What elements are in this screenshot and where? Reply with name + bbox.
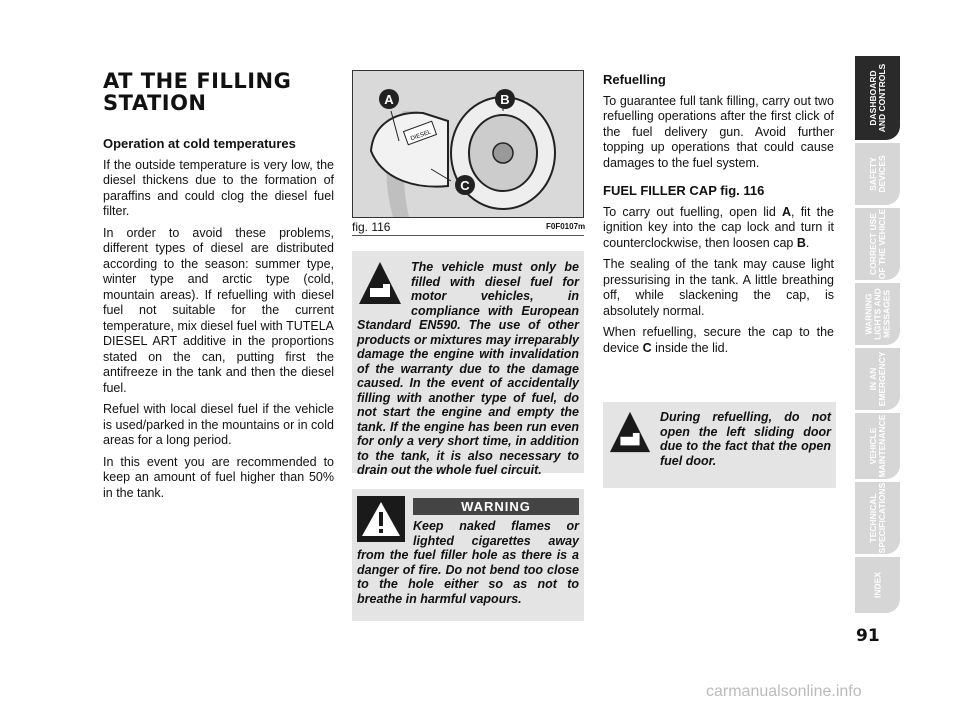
subheading-fuel-cap: FUEL FILLER CAP fig. 116 [603,183,765,198]
tab-technical-specifications[interactable]: TECHNICAL SPECIFICATIONS [855,482,900,554]
vehicle-warning-icon [357,260,403,306]
vehicle-warning-icon [608,410,652,454]
sliding-door-note [603,402,836,488]
paragraph: In order to avoid these problems, different types of diesel are distributed according to the season: summer type, winter type and arctic type (cold, mountain areas). If refuelling with diesel fuel not suitable for the current temperature, mix diesel fuel with TUTELA DIESEL ART additive in the proportions stated on the can, putting first the antifreeze in the tank and then the diesel fuel. [103,225,334,395]
subheading-refuelling: Refuelling [603,72,666,87]
warning-label: WARNING [413,498,579,515]
subheading-cold: Operation at cold temperatures [103,136,296,151]
key-c: C [642,340,652,355]
section-title: AT THE FILLING STATION [103,69,292,115]
watermark: carmanualsonline.info [706,683,862,700]
left-column [103,136,334,507]
sliding-door-note-text: During refuelling, do not open the left sliding door due to the fact that the open fuel door. [660,410,831,468]
tab-safety-devices[interactable]: SAFETY DEVICES [855,143,900,205]
key-b: B [796,235,806,250]
sticker-text: DIESEL [409,129,433,143]
callout-a-label: A [384,92,394,107]
callout-b-label: B [500,92,510,107]
diesel-fuel-note [352,251,584,477]
fuel-cap-figure [352,70,584,218]
callout-c-label: C [460,178,470,193]
figure-caption: fig. 116 [352,220,391,234]
right-column [603,72,834,362]
figure-divider [352,235,584,236]
tab-vehicle-maintenance[interactable]: VEHICLE MAINTENANCE [855,413,900,479]
warning-text: Keep naked flames or lighted cigarettes away from the fuel filler hole as there is a danger of fire. Do not bend too close to the hole either so as not to breathe in harmful vapours. [357,519,579,606]
paragraph: To carry out fuelling, open lid A, fit the ignition key into the cap lock and turn it counterclockwise, then loosen cap B. [603,204,834,250]
paragraph: The sealing of the tank may cause light pressurising in the tank. A little breathing off, while slackening the cap, is absolutely normal. [603,257,834,318]
warning-box [352,489,584,621]
fuel-cap-illustration [353,71,583,217]
paragraph: When refuelling, secure the cap to the device C inside the lid. [603,325,834,355]
tab-in-an-emergency[interactable]: IN AN EMERGENCY [855,348,900,410]
key-a: A [781,204,792,219]
tab-dashboard-and-controls[interactable]: DASHBOARD AND CONTROLS [855,56,900,140]
tab-index[interactable]: INDEX [855,557,900,613]
paragraph: To guarantee full tank filling, carry out two refuelling operations after the first click of the fuel delivery gun. Avoid further topping up operations that could cause damages to the fuel system. [603,93,834,170]
page-number: 91 [856,626,880,646]
paragraph: In this event you are recommended to keep an amount of fuel higher than 50% in the tank. [103,454,334,500]
paragraph: If the outside temperature is very low, the diesel thickens due to the formation of paraffins and could clog the diesel fuel filter. [103,157,334,218]
exclamation-warning-icon [357,496,405,542]
tab-warning-lights[interactable]: WARNING LIGHTS AND MESSAGES [855,283,900,345]
figure-code: F0F0107m [546,222,586,231]
tab-correct-use[interactable]: CORRECT USE OF THE VEHICLE [855,208,900,280]
diesel-fuel-note-text: The vehicle must only be filled with diesel fuel for motor vehicles, in compliance with European Standard EN590. The use of other products or mixtures may irreparably damage the engine with invalidation of the warranty due to the damage caused. In the event of accidentally filling with another type of fuel, do not start the engine and empty the tank. If the engine has been run even for only a very short time, in addition to the tank, it is also necessary to drain out the whole fuel circuit. [357,260,579,477]
paragraph: Refuel with local diesel fuel if the vehicle is used/parked in the mountains or in cold areas for a long period. [103,402,334,447]
